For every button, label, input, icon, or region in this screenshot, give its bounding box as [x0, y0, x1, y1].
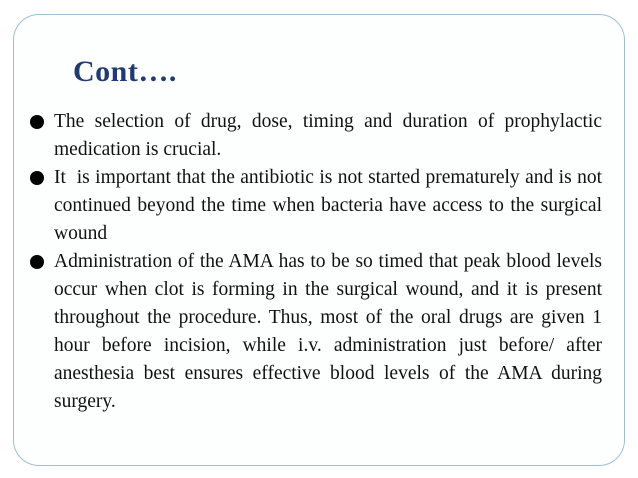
- bullet-item-3: [30, 248, 602, 416]
- bullet-dot-icon: [30, 255, 44, 269]
- bullet-dot-icon: [30, 171, 44, 185]
- bullet-dot-icon: [30, 115, 44, 129]
- bullet-text: It is important that the antibiotic is not started prematurely and is not continued beyond the time when bacteria have access to the surgical wound: [54, 167, 607, 244]
- bullet-list: [30, 108, 607, 416]
- bullet-item-2: [30, 164, 607, 248]
- bullet-text: The selection of drug, dose, timing and duration of prophylactic medication is crucial.: [54, 111, 602, 160]
- bullet-item-1: [30, 108, 602, 164]
- bullet-text: Administration of the AMA has to be so timed that peak blood levels occur when clot is forming in the surgical wound, and it is present throughout the procedure. Thus, most of the oral drugs are given 1 hour before incision, while i.v. administration just before/ after anesthesia best ensures effective blood levels of the AMA during surgery.: [54, 251, 602, 412]
- slide-title: Cont….: [73, 55, 177, 88]
